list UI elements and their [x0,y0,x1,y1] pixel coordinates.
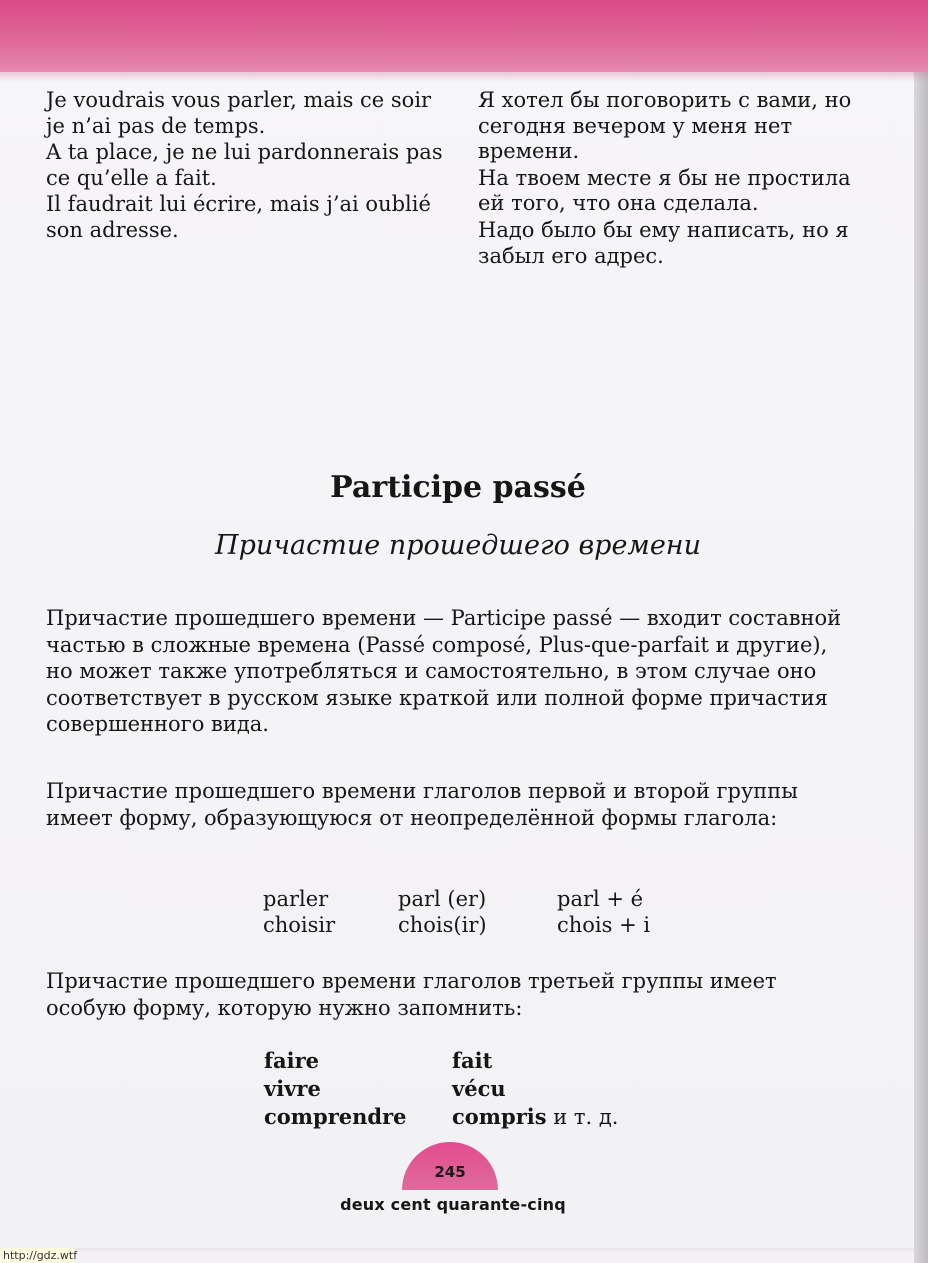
regular-verbs-stem-column [398,886,487,938]
irregular-participle-last [452,1103,618,1131]
irregular-participle: fait [452,1048,493,1073]
irregular-participle: vécu [452,1076,506,1101]
russian-example: Я хотел бы поговорить с вами, но сегодня вечером у меня нет времени. [478,88,852,164]
irregular-verbs-participle-column [452,1047,618,1131]
page-number: 245 [434,1163,466,1181]
verb-stem: parl (er) [398,887,487,911]
book-spine [914,0,928,1263]
watermark-link[interactable]: http://gdz.wtf [0,1248,74,1263]
regular-verbs-participle-column [557,886,650,938]
russian-example: Надо было бы ему написать, но я забыл его адрес. [478,217,849,268]
section-subtitle: Причастие прошедшего времени [215,530,701,561]
russian-examples [478,88,878,270]
page-number-words: deux cent quarante-cinq [340,1195,566,1214]
irregular-participle: compris [452,1104,547,1129]
russian-example: На твоем месте я бы не простила ей того, что она сделала. [478,165,851,216]
verb-participle: parl + é [557,887,644,911]
verb-participle: chois + i [557,913,651,937]
french-example: A ta place, je ne lui pardonnerais pas ce qu’elle a fait. [46,140,443,190]
french-examples [46,88,446,245]
paragraph-regular-verbs: Причастие прошедшего времени глаголов первой и второй группы имеет форму, образующуюся от неопределённой формы глагола: [46,779,799,830]
irregular-verbs-infinitive-column [264,1047,407,1131]
french-example: Il faudrait lui écrire, mais j’ai oublié son adresse. [46,192,431,242]
irregular-infinitive: faire [264,1048,320,1073]
french-example: Je voudrais vous parler, mais ce soir je n’ai pas de temps. [46,88,432,138]
paragraph-irregular-verbs: Причастие прошедшего времени глаголов третьей группы имеет особую форму, которую нужно запомнить: [46,969,777,1020]
verb-infinitive: choisir [263,913,336,937]
irregular-infinitive: vivre [264,1076,321,1101]
verb-stem: chois(ir) [398,913,487,937]
header-band-fade [0,72,928,82]
section-title: Participe passé [330,470,586,505]
regular-verbs-infinitive-column [263,886,335,938]
header-band [0,0,928,72]
etc-suffix: и т. д. [546,1105,619,1129]
verb-infinitive: parler [263,887,329,911]
paragraph-definition: Причастие прошедшего времени — Participe passé — входит составной частью в сложные времена (Passé composé, Plus-que-parfait и другие), но может также употребляться и самостоятельно, в этом случае оно соответствует в русском языке краткой или полной форме причастия совершенного вида. [46,606,842,736]
irregular-infinitive: comprendre [264,1104,407,1129]
